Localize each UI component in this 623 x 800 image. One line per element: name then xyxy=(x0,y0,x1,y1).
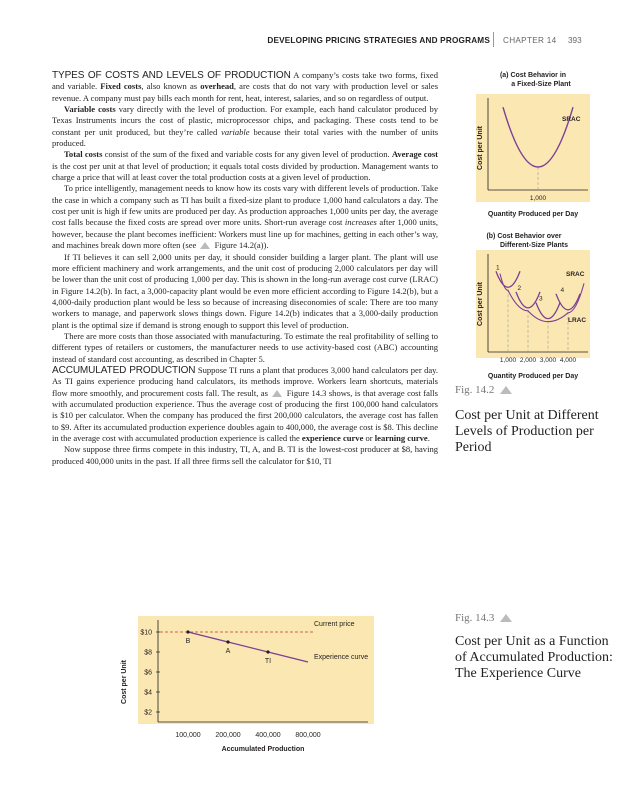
y-axis-label: Cost per Unit xyxy=(121,660,128,704)
chapter-label: CHAPTER 14 xyxy=(503,36,557,45)
figure-triangle-icon[interactable] xyxy=(500,386,512,394)
paragraph: Now suppose three firms compete in this industry, TI, A, and B. TI is the lowest-cost producer at $8, having produced 400,000 units in the past. If all three firms sell the calculator for $10, TI xyxy=(52,444,438,466)
curve-label-2: 2 xyxy=(517,284,522,292)
paragraph xyxy=(52,183,438,251)
figure-label: Fig. 14.2 xyxy=(455,384,495,396)
annotation-current-price: Current price xyxy=(314,621,355,628)
figure-triangle-icon[interactable] xyxy=(500,614,512,622)
y-tick-label: $4 xyxy=(144,689,152,697)
chart-title: (b) Cost Behavior over xyxy=(486,233,562,240)
point-label-b: B xyxy=(185,638,191,645)
paragraph xyxy=(52,70,438,104)
text-run: consist of the sum of the fixed and variable costs for any given level of production. xyxy=(104,149,390,160)
term-total-costs: Total costs xyxy=(64,149,103,160)
text-run: is the cost per unit at that level of production; it equals total costs divided by production. Management wants to charge a price that will at least cover the total production costs at a given level of production. xyxy=(52,160,438,183)
figure-link-icon[interactable] xyxy=(272,390,282,397)
curve-label-3: 3 xyxy=(539,295,543,303)
paragraph xyxy=(52,365,438,444)
paragraph xyxy=(52,149,438,183)
x-tick-label: 100,000 xyxy=(175,732,201,739)
text-run: Suppose TI runs a plant that produces 3,000 hand calculators per day. As TI gains experience producing hand calculators, its methods improve. Workers learn shortcuts, materials flow more smoothly, and procurement costs fall. The result, as xyxy=(52,364,438,398)
term-average-cost: Average cost xyxy=(391,149,439,160)
text-run: after 1,000 units, however, because the plant becomes inefficient: Workers must line up for machines, getting in each other’s way, and machines break down more often (see xyxy=(52,217,439,251)
figure-label: Fig. 14.3 xyxy=(455,612,495,624)
x-tick-label: 400,000 xyxy=(255,732,281,739)
text-run: . xyxy=(427,433,430,443)
figure-label-row xyxy=(455,608,615,626)
chart-fixed-size-plant xyxy=(468,66,594,222)
term-fixed-costs: Fixed costs xyxy=(100,81,142,92)
x-tick-label: 800,000 xyxy=(295,732,321,739)
paragraph: If TI believes it can sell 2,000 units per day, it should consider building a larger plant. The plant will use more efficient machinery and work arrangements, and the unit cost of producing 2,000 calculators per day will be lower than the unit cost of producing 1,000 per day. This is shown in the long-run average cost curve (LRAC) in Figure 14.2(b). In fact, a 3,000-capacity plant would be even more efficient according to Figure 14.2(b), but a 4,000-daily production plant would be less so because of increasing diseconomies of scale: There are too many workers to manage, and paperwork slows things down. Figure 14.2(b) indicates that a 3,000-daily production plant is the optimal size if demand is strong enough to support this level of production. xyxy=(52,251,438,330)
x-tick-label: 1,000 xyxy=(499,357,517,364)
chart-background xyxy=(476,94,590,202)
chart-title: (a) Cost Behavior in xyxy=(499,72,567,79)
y-tick-label: $8 xyxy=(144,649,152,657)
x-axis-label: Accumulated Production xyxy=(221,746,305,753)
x-tick-label: 3,000 xyxy=(539,357,557,364)
header-divider xyxy=(493,32,494,47)
x-tick-labels xyxy=(175,732,320,739)
point-label-ti: TI xyxy=(264,658,272,665)
x-tick-labels xyxy=(500,357,577,364)
text-run: increases xyxy=(344,217,377,228)
curve-label-1: 1 xyxy=(496,264,500,272)
text-run: , are costs that do not vary with production level or sales revenue. A company must pay bills each month for rent, heat, interest, salaries, and so on regardless of output. xyxy=(52,81,439,103)
y-tick-label: $6 xyxy=(144,669,152,677)
section-heading-accumulated: ACCUMULATED PRODUCTION xyxy=(52,364,196,376)
paragraph: There are more costs than those associated with manufacturing. To estimate the real profitability of selling to different types of retailers or customers, the manufacturer needs to use activity-based cost (ABC) accounting instead of standard cost accounting, as described in Chapter 5. xyxy=(52,330,438,364)
data-point-b xyxy=(186,630,189,633)
series-label-lrac: LRAC xyxy=(568,317,587,324)
data-point-ti xyxy=(266,650,269,653)
y-tick-label: $10 xyxy=(140,629,152,637)
text-run: vary directly with the level of production. For example, each hand calculator produced by Texas Instruments incurs the cost of plastic, microprocessor chips, and packaging. These costs tend to be constant per unit produced, but they’re called xyxy=(52,104,438,137)
text-run: Figure 14.3 shows, is that average cost falls with accumulated production experience. Thus the average cost of producing the first 100,000 hand calculators is $10 per calculator. When the company has produced the first 200,000 calculators, the average cost has fallen to $9. After its accumulated production experience doubles again to 400,000, the average cost is $8. This decline in the average cost with accumulated production experience is called the xyxy=(52,387,439,443)
text-run: or xyxy=(365,433,373,443)
text-run: To price intelligently, management needs to know how its costs vary with different levels of production. Take the case in which a company such as TI has built a fixed-size plant to produce 1,000 hand calculators a day. The cost per unit is high if few units are produced per day. As production approaches 1,000 units per day, the average cost falls because the fixed costs are spread over more units. Short-run average cost xyxy=(52,183,438,228)
text-run: variable xyxy=(221,126,250,137)
series-label-srac: SRAC xyxy=(566,271,585,278)
term-overhead: overhead xyxy=(200,81,234,92)
figure-title: Cost per Unit at Different Levels of Production per Period xyxy=(455,408,599,455)
running-title: DEVELOPING PRICING STRATEGIES AND PROGRAMS xyxy=(267,36,490,45)
chart-experience-curve xyxy=(118,616,382,756)
figure-14-3-caption xyxy=(455,608,615,682)
text-run: Figure 14.2(a)). xyxy=(214,240,269,251)
x-tick-label: 200,000 xyxy=(215,732,241,739)
annotation-experience-curve: Experience curve xyxy=(314,654,369,661)
page-header xyxy=(0,36,623,50)
point-label-a: A xyxy=(225,648,231,655)
data-point-a xyxy=(226,640,229,643)
section-heading-costs: TYPES OF COSTS AND LEVELS OF PRODUCTION xyxy=(52,70,291,81)
figure-title: Cost per Unit as a Function of Accumulated Production: The Experience Curve xyxy=(455,634,613,681)
chart-different-size-plants xyxy=(468,228,594,384)
x-tick-label: 4,000 xyxy=(559,357,577,364)
y-axis-label: Cost per Unit xyxy=(477,126,484,170)
chart-title: a Fixed-Size Plant xyxy=(511,81,571,88)
x-axis-label: Quantity Produced per Day xyxy=(487,211,579,218)
y-tick-label: $2 xyxy=(144,709,152,717)
paragraph xyxy=(52,104,438,149)
y-axis-label: Cost per Unit xyxy=(477,282,484,326)
figure-label-row xyxy=(455,380,615,398)
text-run: A company’s costs take two forms, fixed and variable. xyxy=(52,70,438,92)
text-run: , also known as xyxy=(141,81,198,92)
chart-background xyxy=(476,250,590,358)
x-tick-label: 2,000 xyxy=(519,357,537,364)
x-tick-label: 1,000 xyxy=(529,195,547,202)
page-number: 393 xyxy=(568,36,582,45)
x-axis-label: Quantity Produced per Day xyxy=(487,373,579,380)
figure-link-icon[interactable] xyxy=(200,242,210,249)
chart-title: Different-Size Plants xyxy=(499,242,569,249)
term-variable-costs: Variable costs xyxy=(64,104,116,115)
term-learning-curve: learning curve xyxy=(374,433,428,443)
curve-label-4: 4 xyxy=(560,286,565,294)
figure-14-2-caption xyxy=(455,380,615,456)
text-run: because their total varies with the number of units produced. xyxy=(52,126,439,149)
series-label-srac: SRAC xyxy=(562,116,581,123)
term-experience-curve: experience curve xyxy=(301,433,364,443)
main-text xyxy=(52,70,438,467)
